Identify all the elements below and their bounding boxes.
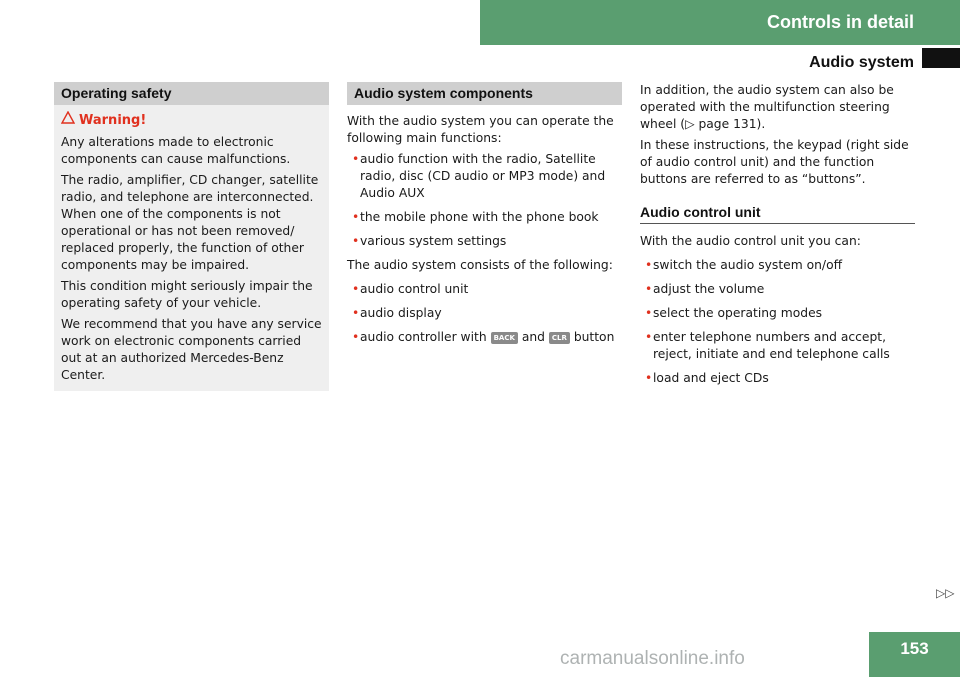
warning-triangle-icon [61, 111, 79, 129]
subsection-title: Audio system [809, 54, 914, 71]
warning-header [61, 111, 322, 129]
bullet-icon: • [352, 210, 360, 224]
column-operating-safety [54, 82, 329, 391]
list-item-text: load and eject CDs [653, 371, 769, 385]
warning-paragraph: We recommend that you have any service work on electronic components carried out at an authorized Mercedes-Benz Center. [61, 317, 322, 382]
list-item [640, 281, 915, 298]
bullet-icon: • [645, 330, 653, 344]
bullet-icon: • [645, 306, 653, 320]
list-item [347, 329, 622, 346]
bullet-icon: • [352, 282, 360, 296]
clr-button-symbol: CLR [549, 332, 570, 344]
list-item-text: enter telephone numbers and accept, reject, initiate and end telephone calls [653, 330, 890, 361]
bullet-icon: • [645, 371, 653, 385]
warning-label: Warning! [79, 112, 147, 128]
warning-paragraph: This condition might seriously impair the operating safety of your vehicle. [61, 279, 313, 310]
list-item-text: adjust the volume [653, 282, 765, 296]
bullet-icon: • [352, 306, 360, 320]
list-item-text: the mobile phone with the phone book [360, 210, 599, 224]
controller-prefix: audio controller with [360, 330, 487, 344]
bullet-icon: • [645, 282, 653, 296]
list-item-text: audio function with the radio, Satellite radio, disc (CD audio or MP3 mode) and Audio AUX [360, 152, 606, 200]
audio-control-unit-heading: Audio control unit [640, 204, 915, 224]
controller-mid: and [521, 330, 545, 344]
bullet-icon: • [645, 258, 653, 272]
list-item [640, 305, 915, 322]
list-item-text: select the operating modes [653, 306, 823, 320]
list-item-text: audio control unit [360, 282, 469, 296]
audio-components-heading: Audio system components [347, 82, 622, 105]
watermark: carmanualsonline.info [560, 648, 745, 669]
warning-paragraph: The radio, amplifier, CD changer, satellite radio, and telephone are interconnected. When one of the components is not operational or has not been removed/ replaced properly, the function of other components may be impaired. [61, 173, 319, 272]
list-item-text: switch the audio system on/off [653, 258, 843, 272]
bullet-icon: • [352, 152, 360, 166]
back-button-symbol: BACK [491, 332, 518, 344]
list-item [640, 257, 915, 274]
consists-intro: The audio system consists of the following: [347, 258, 613, 272]
list-item [640, 329, 915, 363]
column-audio-components [347, 82, 622, 353]
list-item-text: audio display [360, 306, 442, 320]
column-audio-control [640, 82, 915, 394]
list-item [347, 281, 622, 298]
page-number: 153 [869, 632, 960, 677]
functions-intro: With the audio system you can operate the following main functions: [347, 114, 614, 145]
list-item [347, 233, 622, 250]
list-item [347, 305, 622, 322]
warning-box [54, 105, 329, 391]
list-item [347, 209, 622, 226]
steering-wheel-paragraph: In addition, the audio system can also be operated with the multifunction steering wheel (▷ page 131). [640, 83, 894, 131]
list-item [640, 370, 915, 387]
controller-suffix: button [573, 330, 615, 344]
bullet-icon: • [352, 330, 360, 344]
section-title: Controls in detail [766, 12, 914, 32]
buttons-paragraph: In these instructions, the keypad (right side of audio control unit) and the function buttons are referred to as “buttons”. [640, 138, 909, 186]
warning-paragraph: Any alterations made to electronic components can cause malfunctions. [61, 135, 291, 166]
list-item [347, 151, 622, 202]
control-unit-intro: With the audio control unit you can: [640, 234, 861, 248]
list-item-text: various system settings [360, 234, 507, 248]
thumb-tab [922, 48, 960, 68]
operating-safety-heading: Operating safety [54, 82, 329, 105]
bullet-icon: • [352, 234, 360, 248]
continue-arrows-icon: ▷▷ [936, 586, 955, 600]
